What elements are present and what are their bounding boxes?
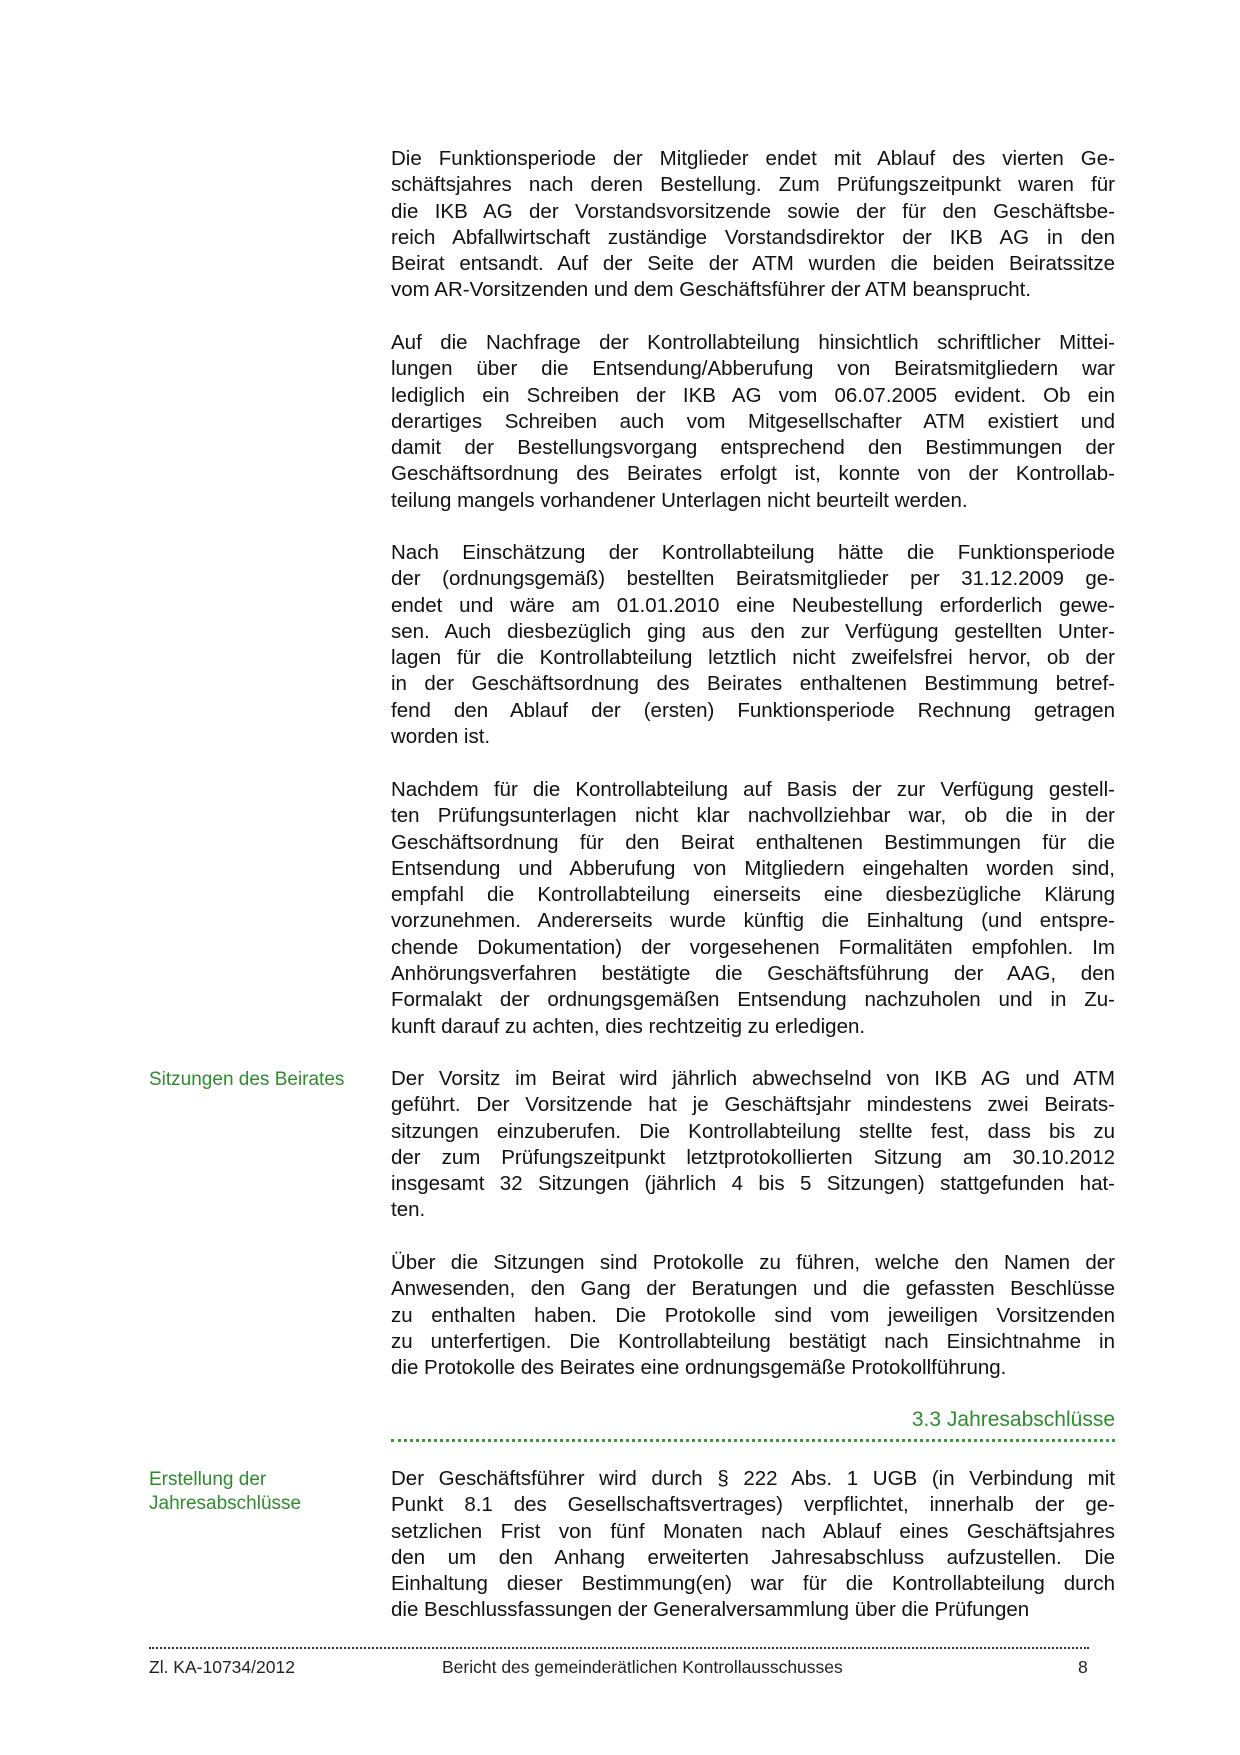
paragraph-4: [391, 777, 1115, 1040]
text-line: Anhörungsverfahren bestätigte die Geschäftsführung der AAG, den: [391, 962, 1115, 986]
text-line: die Beschlussfassungen der Generalversammlung über die Prüfungen: [391, 1598, 1030, 1622]
text-line: Geschäftsordnung des Beirates erfolgt ist, konnte von der Kontrollab-: [391, 462, 1115, 486]
margin-label-line: Erstellung der: [149, 1469, 267, 1490]
text-line: den um den Anhang erweiterten Jahresabschluss aufzustellen. Die: [391, 1545, 1115, 1569]
text-line: Auf die Nachfrage der Kontrollabteilung hinsichtlich schriftlicher Mittei-: [391, 331, 1115, 354]
margin-label-line: Jahresabschlüsse: [149, 1492, 302, 1514]
text-line: Der Vorsitz im Beirat wird jährlich abwechselnd von IKB AG und ATM: [391, 1067, 1115, 1090]
paragraph-2: [391, 330, 1115, 514]
text-line: Einhaltung dieser Bestimmung(en) war für die Kontrollabteilung durch: [391, 1572, 1115, 1596]
text-line: sen. Auch diesbezüglich ging aus den zur Verfügung gestellten Unter-: [391, 619, 1115, 643]
text-line: setzlichen Frist von fünf Monaten nach Ablauf eines Geschäftsjahres: [391, 1519, 1115, 1543]
text-line: ten Prüfungsunterlagen nicht klar nachvollziehbar war, ob die in der: [391, 804, 1115, 828]
text-line: zu enthalten haben. Die Protokolle sind vom jeweiligen Vorsitzenden: [391, 1303, 1115, 1327]
text-line: Beirat entsandt. Auf der Seite der ATM wurden die beiden Beiratssitze: [391, 252, 1115, 276]
text-line: die IKB AG der Vorstandsvorsitzende sowie der für den Geschäftsbe-: [391, 199, 1115, 223]
text-line: der (ordnungsgemäß) bestellten Beiratsmitglieder per 31.12.2009 ge-: [391, 567, 1115, 591]
text-line: sitzungen einzuberufen. Die Kontrollabteilung stellte fest, dass bis zu: [391, 1119, 1115, 1143]
text-line: ten.: [391, 1198, 426, 1222]
text-line: empfahl die Kontrollabteilung einerseits eine diesbezügliche Klärung: [391, 883, 1115, 907]
text-line: lediglich ein Schreiben der IKB AG vom 06.07.2005 evident. Ob ein: [391, 383, 1115, 407]
section-heading: 3.3 Jahresabschlüsse: [911, 1408, 1115, 1431]
paragraph-5: [391, 1066, 1115, 1224]
text-line: in der Geschäftsordnung des Beirates enthaltenen Bestimmung betref-: [391, 672, 1115, 696]
text-line: schäftsjahres nach deren Bestellung. Zum Prüfungszeitpunkt waren für: [391, 173, 1115, 197]
text-line: Geschäftsordnung für den Beirat enthaltenen Bestimmungen für die: [391, 830, 1115, 854]
page-number: 8: [1078, 1657, 1088, 1677]
text-line: Über die Sitzungen sind Protokolle zu führen, welche den Namen der: [391, 1251, 1115, 1274]
text-line: Der Geschäftsführer wird durch § 222 Abs. 1 UGB (in Verbindung mit: [391, 1467, 1115, 1490]
text-line: Die Funktionsperiode der Mitglieder endet mit Ablauf des vierten Ge-: [391, 147, 1115, 170]
text-line: Punkt 8.1 des Gesellschaftsvertrages) verpflichtet, innerhalb der ge-: [391, 1493, 1115, 1517]
text-line: Formalakt der ordnungsgemäßen Entsendung nachzuholen und in Zu-: [391, 988, 1115, 1012]
text-line: Nachdem für die Kontrollabteilung auf Basis der zur Verfügung gestell-: [391, 778, 1115, 801]
text-line: vorzunehmen. Andererseits wurde künftig die Einhaltung (und entspre-: [391, 909, 1115, 933]
paragraph-3: [391, 540, 1115, 750]
text-line: damit der Bestellungsvorgang entsprechend den Bestimmungen der: [391, 436, 1115, 460]
text-line: derartiges Schreiben auch vom Mitgesellschafter ATM existiert und: [391, 409, 1115, 433]
text-line: kunft darauf zu achten, dies rechtzeitig zu erledigen.: [391, 1014, 866, 1038]
text-line: chende Dokumentation) der vorgesehenen Formalitäten empfohlen. Im: [391, 935, 1115, 959]
text-line: Entsendung und Abberufung von Mitgliedern eingehalten worden sind,: [391, 856, 1115, 880]
text-line: reich Abfallwirtschaft zuständige Vorstandsdirektor der IKB AG in den: [391, 225, 1115, 249]
text-line: lungen über die Entsendung/Abberufung von Beiratsmitgliedern war: [391, 357, 1115, 381]
text-line: vom AR-Vorsitzenden und dem Geschäftsführer der ATM beansprucht.: [391, 278, 1031, 302]
paragraph-7: [391, 1466, 1115, 1624]
text-line: die Protokolle des Beirates eine ordnungsgemäße Protokollführung.: [391, 1356, 1007, 1380]
text-line: worden ist.: [391, 725, 491, 749]
text-line: endet und wäre am 01.01.2010 eine Neubestellung erforderlich gewe-: [391, 593, 1115, 617]
paragraph-1: [391, 146, 1115, 304]
text-line: Nach Einschätzung der Kontrollabteilung hätte die Funktionsperiode: [391, 541, 1115, 564]
text-line: insgesamt 32 Sitzungen (jährlich 4 bis 5 Sitzungen) stattgefunden hat-: [391, 1172, 1115, 1196]
footer-reference: Zl. KA-10734/2012: [149, 1657, 295, 1677]
text-line: Anwesenden, den Gang der Beratungen und die gefassten Beschlüsse: [391, 1277, 1115, 1301]
margin-label-sitzungen: Sitzungen des Beirates: [149, 1069, 345, 1090]
text-line: fend den Ablauf der (ersten) Funktionsperiode Rechnung getragen: [391, 698, 1115, 722]
text-line: lagen für die Kontrollabteilung letztlich nicht zweifelsfrei hervor, ob der: [391, 646, 1115, 670]
footer-divider: [149, 1647, 1089, 1649]
text-line: der zum Prüfungszeitpunkt letztprotokollierten Sitzung am 30.10.2012: [391, 1145, 1115, 1169]
text-line: teilung mangels vorhandener Unterlagen nicht beurteilt werden.: [391, 488, 968, 512]
heading-divider: [391, 1439, 1115, 1442]
margin-label-erstellung: [149, 1468, 301, 1515]
text-line: geführt. Der Vorsitzende hat je Geschäftsjahr mindestens zwei Beirats-: [391, 1093, 1115, 1117]
paragraph-6: [391, 1250, 1115, 1381]
text-line: zu unterfertigen. Die Kontrollabteilung bestätigt nach Einsichtnahme in: [391, 1329, 1115, 1353]
footer-title: Bericht des gemeinderätlichen Kontrollausschusses: [442, 1657, 843, 1677]
